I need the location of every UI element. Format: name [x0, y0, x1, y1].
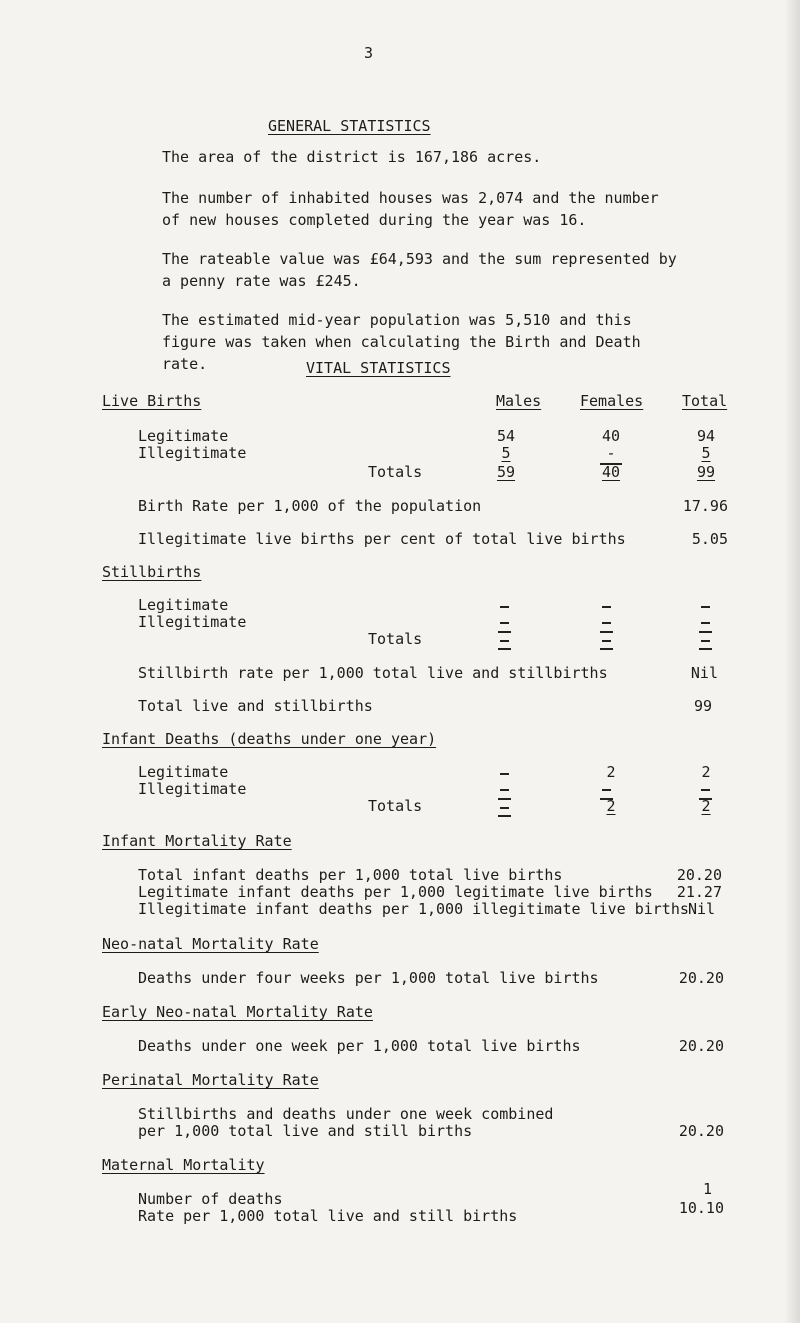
live-totals-males: 59 — [496, 463, 516, 481]
stillbirth-rate-value: Nil — [690, 664, 718, 682]
still-totals-females-rule — [600, 648, 613, 650]
neo-natal-value: 20.20 — [678, 969, 724, 987]
column-header-total: Total — [682, 392, 728, 410]
still-legit-label: Legitimate — [138, 596, 229, 614]
column-header-males: Males — [496, 392, 542, 410]
infant-legit-males — [500, 773, 509, 775]
page-edge-shadow — [784, 0, 800, 1323]
maternal-value-1: 1 — [702, 1180, 712, 1198]
infant-deaths-label: Infant Deaths (deaths under one year) — [102, 730, 437, 748]
birth-rate-value: 17.96 — [682, 497, 728, 515]
still-illeg-total — [701, 622, 710, 624]
column-header-females: Females — [580, 392, 644, 410]
infant-totals-total: 2 — [701, 797, 711, 815]
still-illeg-females — [602, 622, 611, 624]
infant-mortality-illeg-label: Illegitimate infant deaths per 1,000 illegitimate live births — [138, 900, 689, 918]
live-illeg-males: 5 — [501, 444, 511, 462]
general-population-paragraph: The estimated mid-year population was 5,510 and this figure was taken when calculating the Birth and Death rate. — [162, 311, 641, 373]
neo-natal-row: Deaths under four weeks per 1,000 total live births — [138, 969, 599, 987]
infant-mortality-total-value: 20.20 — [676, 866, 722, 884]
infant-legit-label: Legitimate — [138, 763, 229, 781]
maternal-label: Maternal Mortality — [102, 1156, 265, 1174]
infant-mortality-legit-value: 21.27 — [676, 883, 722, 901]
stillbirths-label: Stillbirths — [102, 563, 202, 581]
still-legit-total — [701, 606, 710, 608]
still-totals-label: Totals — [368, 630, 423, 648]
birth-rate-label: Birth Rate per 1,000 of the population — [138, 497, 482, 515]
infant-illeg-females — [602, 789, 611, 791]
infant-totals-males — [500, 807, 509, 809]
live-legit-females: 40 — [601, 427, 621, 445]
live-totals-label: Totals — [368, 463, 423, 481]
perinatal-row-2: per 1,000 total live and still births — [138, 1122, 473, 1140]
still-legit-females — [602, 606, 611, 608]
infant-illeg-total — [701, 789, 710, 791]
illeg-percent-value: 5.05 — [691, 530, 728, 548]
still-totals-total — [701, 640, 710, 642]
infant-mortality-label: Infant Mortality Rate — [102, 832, 292, 850]
infant-illeg-males-rule — [498, 798, 511, 800]
still-totals-males-rule — [498, 648, 511, 650]
general-heading: GENERAL STATISTICS — [268, 117, 431, 135]
still-illeg-males-rule — [498, 631, 511, 633]
maternal-row-2: Rate per 1,000 total live and still births — [138, 1207, 518, 1225]
live-illeg-total: 5 — [701, 444, 711, 462]
general-rateable-paragraph: The rateable value was £64,593 and the sum represented by a penny rate was £245. — [162, 250, 677, 290]
total-live-still-label: Total live and stillbirths — [138, 697, 373, 715]
still-totals-total-rule — [699, 648, 712, 650]
illeg-percent-label: Illegitimate live births per cent of total live births — [138, 530, 626, 548]
infant-totals-females: 2 — [606, 797, 616, 815]
maternal-value-2: 10.10 — [678, 1199, 724, 1217]
early-neo-natal-value: 20.20 — [678, 1037, 724, 1055]
live-legit-total: 94 — [696, 427, 716, 445]
total-live-still-value: 99 — [693, 697, 712, 715]
still-illeg-total-rule — [699, 631, 712, 633]
infant-mortality-total-label: Total infant deaths per 1,000 total live births — [138, 866, 563, 884]
general-area-paragraph: The area of the district is 167,186 acres. — [162, 148, 542, 166]
still-totals-males — [500, 640, 509, 642]
infant-totals-males-rule — [498, 815, 511, 817]
infant-illeg-label: Illegitimate — [138, 780, 247, 798]
still-illeg-females-rule — [600, 631, 613, 633]
early-neo-natal-row: Deaths under one week per 1,000 total live births — [138, 1037, 581, 1055]
neo-natal-label: Neo-natal Mortality Rate — [102, 935, 319, 953]
stillbirth-rate-label: Stillbirth rate per 1,000 total live and stillbirths — [138, 664, 608, 682]
general-houses-paragraph: The number of inhabited houses was 2,074 and the number of new houses completed during the year was 16. — [162, 189, 659, 229]
page-number: 3 — [364, 44, 374, 62]
infant-legit-total: 2 — [701, 763, 711, 781]
perinatal-value: 20.20 — [678, 1122, 724, 1140]
perinatal-row-1: Stillbirths and deaths under one week combined — [138, 1105, 554, 1123]
infant-mortality-illeg-value: Nil — [688, 900, 716, 918]
infant-mortality-legit-label: Legitimate infant deaths per 1,000 legitimate live births — [138, 883, 653, 901]
live-births-label: Live Births — [102, 392, 202, 410]
maternal-row-1: Number of deaths — [138, 1190, 283, 1208]
infant-legit-females: 2 — [606, 763, 616, 781]
infant-totals-label: Totals — [368, 797, 423, 815]
early-neo-natal-label: Early Neo-natal Mortality Rate — [102, 1003, 373, 1021]
perinatal-label: Perinatal Mortality Rate — [102, 1071, 319, 1089]
live-legit-label: Legitimate — [138, 427, 229, 445]
live-legit-males: 54 — [496, 427, 516, 445]
still-illeg-label: Illegitimate — [138, 613, 247, 631]
still-illeg-males — [500, 622, 509, 624]
live-totals-females: 40 — [601, 463, 621, 481]
live-totals-total: 99 — [696, 463, 716, 481]
vital-heading: VITAL STATISTICS — [306, 359, 451, 377]
still-legit-males — [500, 606, 509, 608]
live-illeg-females: - — [606, 444, 616, 462]
still-totals-females — [602, 640, 611, 642]
live-illeg-label: Illegitimate — [138, 444, 247, 462]
infant-illeg-males — [500, 789, 509, 791]
